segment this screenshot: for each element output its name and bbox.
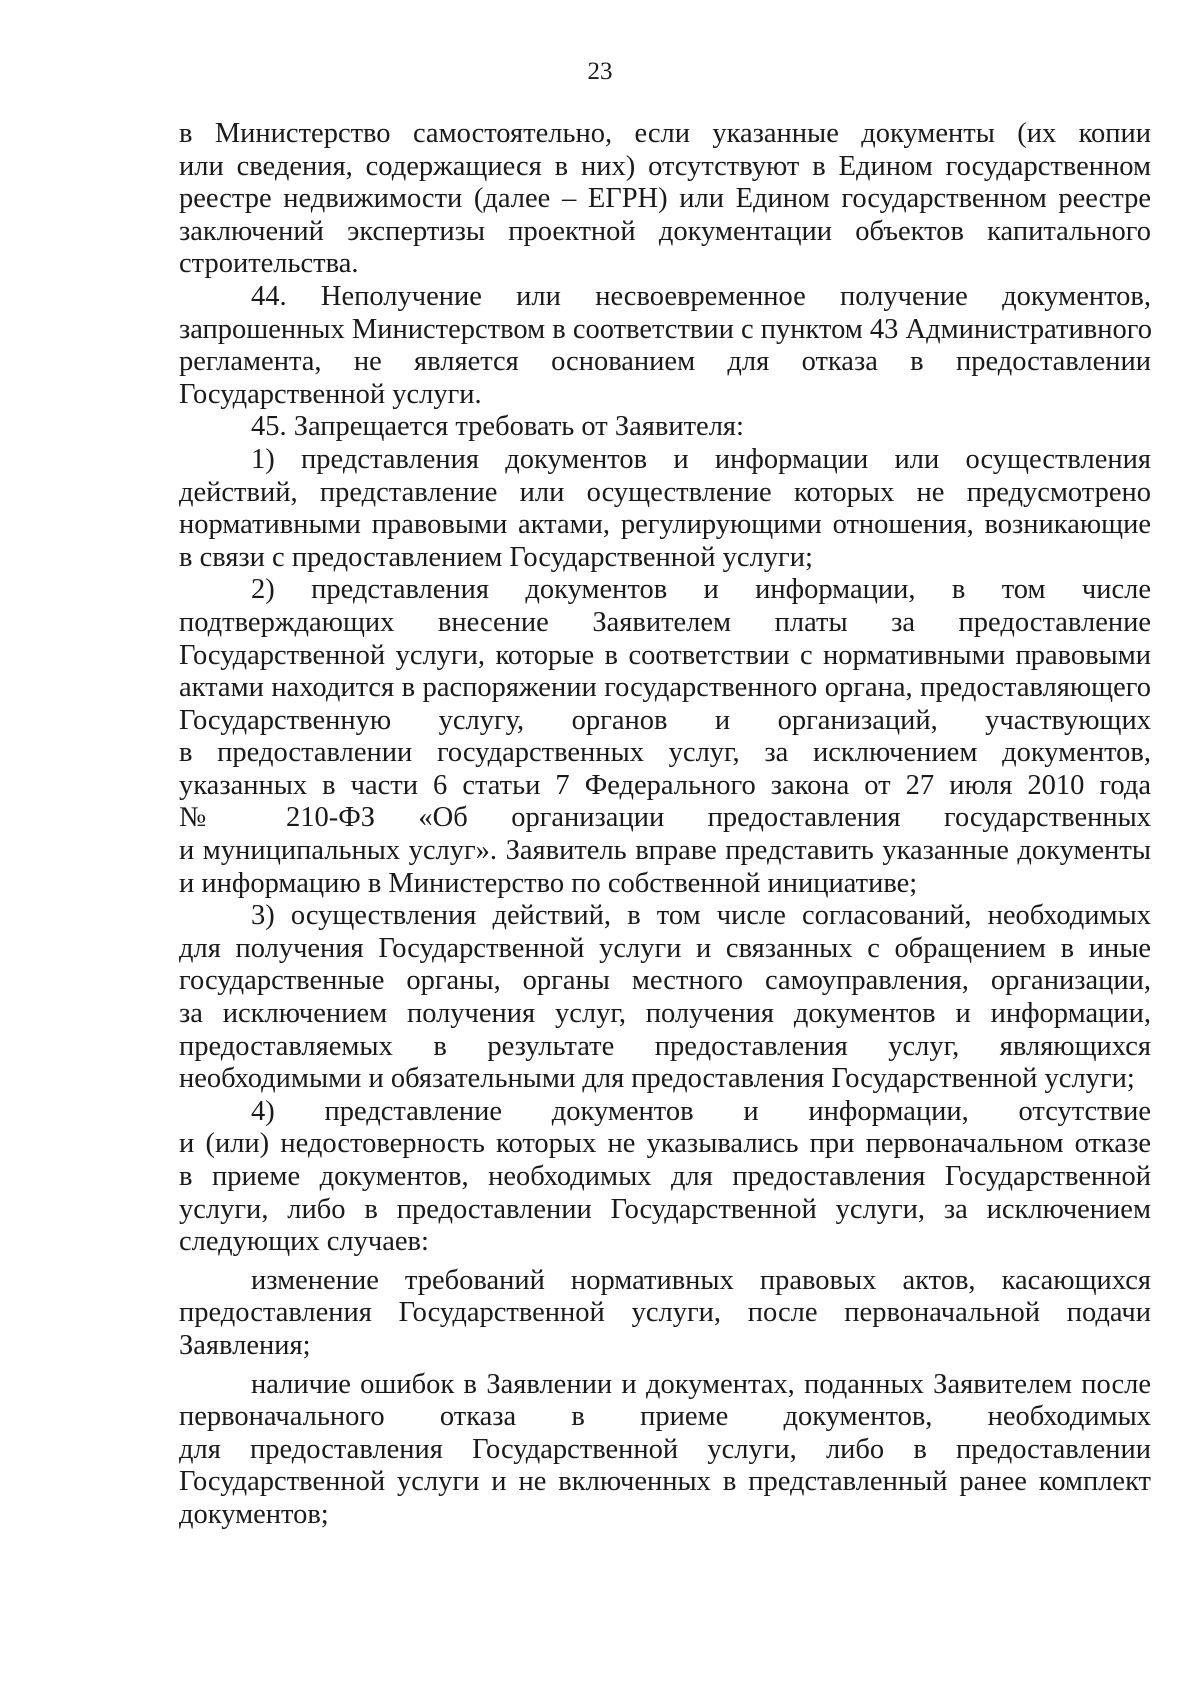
paragraph-case-errors (179, 1369, 1151, 1532)
text-line: нормативными правовыми актами, регулирующими отношения, возникающие (179, 509, 1151, 541)
text-line: строительства. (179, 248, 359, 280)
text-line: Государственной услуги и не включенных в представленный ранее комплект (179, 1466, 1151, 1498)
text-line: реестре недвижимости (далее – ЕГРН) или Едином государственном реестре (179, 183, 1151, 215)
text-line: запрошенных Министерством в соответствии с пунктом 43 Административного (179, 313, 1152, 345)
text-line: в приеме документов, необходимых для предоставления Государственной (179, 1161, 1151, 1192)
text-line: действий, представление или осуществление которых не предусмотрено (179, 476, 1151, 508)
text-line: изменение требований нормативных правовых актов, касающихся (251, 1264, 1151, 1296)
text-line: первоначального отказа в приеме документов, необходимых (179, 1401, 1151, 1433)
text-line: необходимыми и обязательными для предоставления Государственной услуги; (179, 1063, 1135, 1095)
text-line: и информацию в Министерство по собственной инициативе; (179, 867, 918, 899)
paragraph-45-1 (179, 444, 1151, 574)
text-line: подтверждающих внесение Заявителем платы за предоставление (179, 606, 1151, 638)
text-line: 45. Запрещается требовать от Заявителя: (251, 411, 744, 443)
text-line: Государственной услуги. (179, 378, 482, 410)
text-line: для получения Государственной услуги и связанных с обращением в иные (179, 932, 1151, 964)
text-line: в предоставлении государственных услуг, за исключением документов, (179, 737, 1151, 769)
text-line: 3) осуществления действий, в том числе согласований, необходимых (251, 900, 1151, 932)
text-line: актами находится в распоряжении государственного органа, предоставляющего (179, 672, 1151, 704)
text-line: № 210-ФЗ «Об организации предоставления государственных (179, 802, 1151, 834)
text-line: регламента, не является основанием для отказа в предоставлении (179, 346, 1151, 378)
paragraph-case-requirements-change (179, 1265, 1151, 1363)
text-line: Заявления; (179, 1329, 311, 1361)
text-line: документов; (179, 1498, 329, 1530)
text-line: государственные органы, органы местного самоуправления, организации, (179, 965, 1151, 997)
text-line: наличие ошибок в Заявлении и документах, поданных Заявителем после (251, 1368, 1151, 1400)
paragraph-45-4 (179, 1096, 1151, 1259)
text-line: для предоставления Государственной услуги, либо в предоставлении (179, 1433, 1151, 1465)
paragraph-45-3 (179, 900, 1151, 1096)
text-line: 1) представления документов и информации или осуществления (251, 443, 1151, 475)
text-line: 4) представление документов и информации, отсутствие (251, 1095, 1151, 1127)
text-line: 44. Неполучение или несвоевременное получение документов, (251, 280, 1151, 312)
text-line: в Министерство самостоятельно, если указанные документы (их копии (179, 118, 1151, 149)
text-line: заключений экспертизы проектной документации объектов капитального (179, 215, 1151, 247)
text-line: 2) представления документов и информации, в том числе (251, 574, 1151, 606)
text-line: и муниципальных услуг». Заявитель вправе представить указанные документы (179, 835, 1151, 867)
text-line: и (или) недостоверность которых не указывались при первоначальном отказе (179, 1128, 1151, 1160)
text-line: Государственную услугу, органов и организаций, участвующих (179, 704, 1151, 736)
document-body (179, 118, 1151, 1532)
text-line: за исключением получения услуг, получения документов и информации, (179, 998, 1151, 1030)
text-line: Государственной услуги, которые в соответствии с нормативными правовыми (179, 639, 1151, 671)
text-line: в связи с предоставлением Государственной услуги; (179, 541, 813, 573)
text-line: услуги, либо в предоставлении Государственной услуги, за исключением (179, 1193, 1151, 1225)
text-line: предоставляемых в результате предоставления услуг, являющихся (179, 1030, 1151, 1062)
paragraph-45-2 (179, 574, 1151, 900)
text-line: или сведения, содержащиеся в них) отсутствуют в Едином государственном (179, 150, 1151, 182)
page-number: 23 (587, 58, 613, 85)
paragraph-continuation (179, 118, 1151, 281)
text-line: следующих случаев: (179, 1226, 429, 1258)
paragraph-44 (179, 281, 1151, 411)
text-line: указанных в части 6 статьи 7 Федерального закона от 27 июля 2010 года (179, 769, 1151, 801)
paragraph-45 (179, 411, 1151, 444)
text-line: предоставления Государственной услуги, после первоначальной подачи (179, 1297, 1151, 1329)
